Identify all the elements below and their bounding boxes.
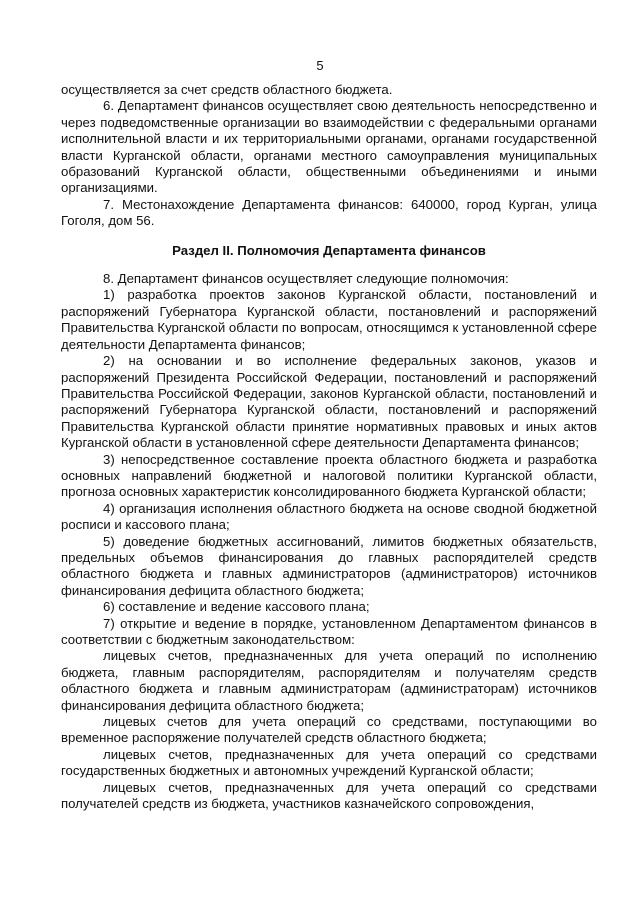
subitem-3: 3) непосредственное составление проекта областного бюджета и разработка основных направлений бюджетной и налоговой политики Курганской области, прогноза основных характеристик консолидированного бюджета Курганской области;	[61, 451, 597, 500]
page-number: 5	[316, 58, 324, 73]
document-body	[61, 82, 597, 812]
paragraph-item-7: 7. Местонахождение Департамента финансов: 640000, город Курган, улица Гоголя, дом 56.	[61, 196, 597, 229]
section-heading: Раздел II. Полномочия Департамента финансов	[172, 242, 486, 258]
subitem-5: 5) доведение бюджетных ассигнований, лимитов бюджетных обязательств, предельных объемов финансирования до главных распорядителей средств областного бюджета и главных администраторов (администраторов) источников финансирования дефицита областного бюджета;	[61, 533, 597, 598]
paragraph-item-6: 6. Департамент финансов осуществляет свою деятельность непосредственно и через подведомственные организации во взаимодействии с федеральными органами исполнительной власти и их территориальными органами, органами государственной власти Курганской области, органами местного самоуправления муниципальных образований Курганской области, общественными объединениями и иными организациями.	[61, 98, 597, 196]
account-list-item-2: лицевых счетов для учета операций со средствами, поступающими во временное распоряжение получателей средств областного бюджета;	[61, 714, 597, 746]
subitem-1: 1) разработка проектов законов Курганской области, постановлений и распоряжений Губернатора Курганской области, постановлений и распоряжений Правительства Курганской области по вопросам, относящимся к установленной сфере деятельности Департамента финансов;	[61, 287, 597, 352]
subitem-2: 2) на основании и во исполнение федеральных законов, указов и распоряжений Президента Российской Федерации, постановлений и распоряжений Правительства Российской Федерации, законов Курганской области, постановлений и распоряжений Губернатора Курганской области, постановлений и распоряжений Правительства Курганской области принятие нормативных правовых и иных актов Курганской области в установленной сфере деятельности Департамента финансов;	[61, 353, 597, 451]
account-list-item-1: лицевых счетов, предназначенных для учета операций по исполнению бюджета, главным распорядителям, распорядителям и получателям средств областного бюджета и главным администраторам (администраторам) источников финансирования дефицита областного бюджета;	[61, 648, 597, 713]
paragraph-item-8: 8. Департамент финансов осуществляет следующие полномочия:	[103, 271, 509, 287]
account-list-item-4: лицевых счетов, предназначенных для учета операций со средствами получателей средств из бюджета, участников казначейского сопровождения,	[61, 779, 597, 812]
account-list-item-3: лицевых счетов, предназначенных для учета операций со средствами государственных бюджетных и автономных учреждений Курганской области;	[61, 746, 597, 779]
subitem-7: 7) открытие и ведение в порядке, установленном Департаментом финансов в соответствии с бюджетным законодательством:	[61, 615, 597, 647]
paragraph-continuation: осуществляется за счет средств областного бюджета.	[61, 82, 393, 97]
subitem-4: 4) организация исполнения областного бюджета на основе сводной бюджетной росписи и кассового плана;	[61, 500, 597, 533]
subitem-6: 6) составление и ведение кассового плана;	[103, 599, 370, 615]
